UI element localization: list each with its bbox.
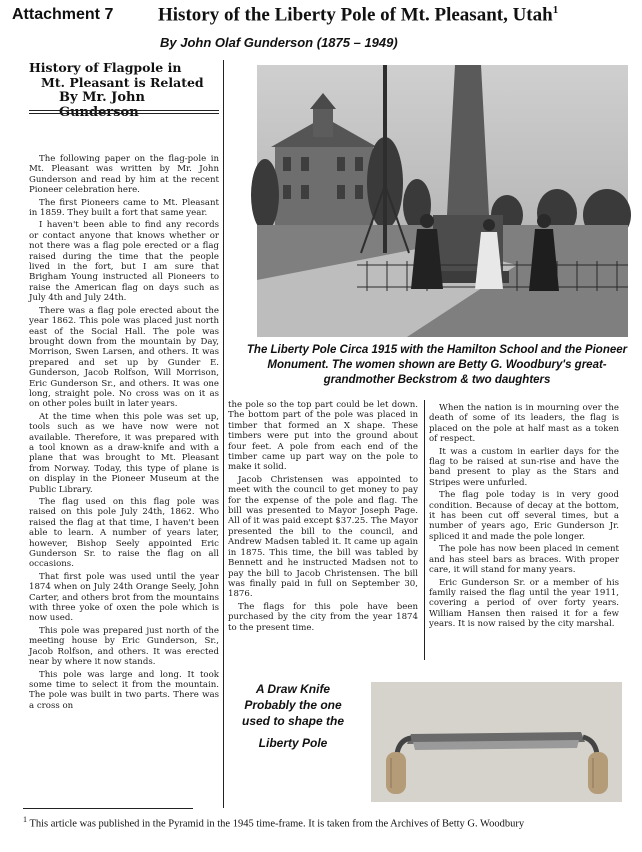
draw-knife-caption-line-3: used to shape the bbox=[241, 714, 345, 728]
liberty-pole-photo bbox=[257, 65, 628, 337]
headline-rule bbox=[29, 110, 219, 111]
draw-knife-caption-line-2: Probably the one bbox=[244, 698, 342, 712]
paragraph: At the time when this pole was set up, tools such as we have now were not available. Therefore, it was prepared with a tool known as a draw-knife and with a plane that was brought to Mt. Pleasant from Norway. Today, this type of plane is on display in the Pioneer Museum at the Public Library. bbox=[29, 411, 219, 495]
footnote bbox=[23, 813, 623, 831]
paragraph: The flags for this pole have been purchased by the city from the year 1874 to the present time. bbox=[228, 601, 418, 633]
paragraph: The pole has now been placed in cement and has steel bars as braces. With proper care, it will stand for many years. bbox=[429, 544, 619, 576]
paragraph: The flag pole today is in very good condition. Because of decay at the bottom, it has been cut off several times, but a number of years ago, Eric Gunderson Jr. spliced it and made the pole longer. bbox=[429, 490, 619, 542]
paragraph: The first Pioneers came to Mt. Pleasant in 1859. They built a fort that same year. bbox=[29, 197, 219, 219]
clipping-headline bbox=[29, 60, 219, 120]
footnote-mark: 1 bbox=[23, 815, 27, 824]
draw-knife-photo bbox=[371, 682, 622, 802]
paragraph: I haven't been able to find any records or contact anyone that knows whether or not there was a flag pole erected or a flag raised during the time that the people lived in the fort, but I am sure that Brigham Young instructed all Pioneers to raise the American flag on days such as July 4th and July 24th. bbox=[29, 220, 219, 304]
byline: By John Olaf Gunderson (1875 – 1949) bbox=[160, 35, 398, 50]
page-title-text: History of the Liberty Pole of Mt. Pleasant, Utah bbox=[158, 4, 553, 26]
paragraph: This pole was prepared just north of the meeting house by Eric Gunderson, Sr., Jacob Rolfson, and others. It was erected near by where it now stands. bbox=[29, 625, 219, 668]
footnote-rule bbox=[23, 808, 193, 809]
draw-knife-caption-line-1: A Draw Knife bbox=[255, 682, 331, 696]
draw-knife-caption bbox=[238, 681, 348, 751]
clipping-headline-line-1: History of Flagpole in bbox=[29, 60, 182, 75]
attachment-label: Attachment 7 bbox=[12, 6, 114, 23]
photo-caption: The Liberty Pole Circa 1915 with the Hamilton School and the Pioneer Monument. The women shown are Betty G. Woodbury's great-grandmother Beckstrom & two daughters bbox=[246, 344, 628, 386]
clipping-column-3 bbox=[429, 403, 619, 661]
title-footnote-mark: 1 bbox=[552, 4, 559, 16]
clipping-column-2 bbox=[228, 400, 418, 633]
paragraph: the pole so the top part could be let down. The bottom part of the pole was placed in timber that formed an X shape. These timbers were put into the ground about four feet. A pole from each end of the timber came up part way on the pole to make it solid. bbox=[228, 400, 418, 473]
paragraph: The following paper on the flag-pole in Mt. Pleasant was written by Mr. John Gunderson and read by him at the recent Pioneer celebration here. bbox=[29, 154, 219, 196]
liberty-pole-photo-graphic bbox=[257, 65, 628, 337]
clipping-column-1 bbox=[29, 154, 219, 834]
draw-knife-graphic bbox=[371, 682, 622, 802]
paragraph: There was a flag pole erected about the year 1862. This pole was placed just north east of the Social Hall. The pole was brought down from the mountain by Day, Morrison, Swen Larsen, and others. It was prepared and set up by Gunder E. Gunderson, Jacob Rolfson, Will Morrison, Eric Gunderson Sr., and others. It was one long, straight pole. No cross was on it as on other poles built in later years. bbox=[29, 305, 219, 410]
paragraph: When the nation is in mourning over the death of some of its leaders, the flag is placed on the pole at half mast as a token of respect. bbox=[429, 403, 619, 445]
headline-rule-2 bbox=[29, 113, 219, 114]
draw-knife-caption-line-4: Liberty Pole bbox=[258, 736, 328, 750]
column-divider bbox=[223, 60, 224, 808]
paragraph: That first pole was used until the year 1874 when on July 24th Orange Seely, John Carter, and others brot from the mountains with three yoke of oxen the pole which is now used. bbox=[29, 571, 219, 624]
clipping-headline-line-3: By Mr. John bbox=[59, 90, 145, 105]
footnote-text: This article was published in the Pyramid in the 1945 time-frame. It is taken from the Archives of Betty G. Woodbury bbox=[29, 818, 525, 830]
column-divider bbox=[424, 400, 425, 660]
paragraph: Jacob Christensen was appointed to meet with the council to get money to pay for the expense of the pole and flag. The bill was presented to Mayor Joseph Page. All of it was paid except $37.25. The Mayor presented the bill to the council, and Andrew Madsen tabled it. It came up again in 1875. This time, the bill was tabled by Bennett and he instructed Madsen not to pay the bill to Jacob Christensen. The bill was finally paid in full on September 30, 1876. bbox=[228, 474, 418, 600]
paragraph: This pole was large and long. It took some time to select it from the mountain. The pole was built in two parts. There was a cross on bbox=[29, 669, 219, 711]
paragraph: The flag used on this flag pole was raised on this pole July 24th, 1862. Who raised the flag at that time, I haven't been able to learn. A number of years later, however, Bishop Seely appointed Eric Gunderson Sr. to raise the flag on all occasions. bbox=[29, 497, 219, 570]
paragraph: It was a custom in earlier days for the flag to be raised at sun-rise and have the band present to play as the Stars and Stripes were unfurled. bbox=[429, 446, 619, 488]
clipping-headline-line-2: Mt. Pleasant is Related bbox=[41, 75, 204, 90]
page-title bbox=[158, 4, 558, 26]
paragraph: Eric Gunderson Sr. or a member of his family raised the flag until the year 1911, covering a period of over forty years. William Hansen then raised it for a few years. It is now raised by the city marshal. bbox=[429, 577, 619, 630]
